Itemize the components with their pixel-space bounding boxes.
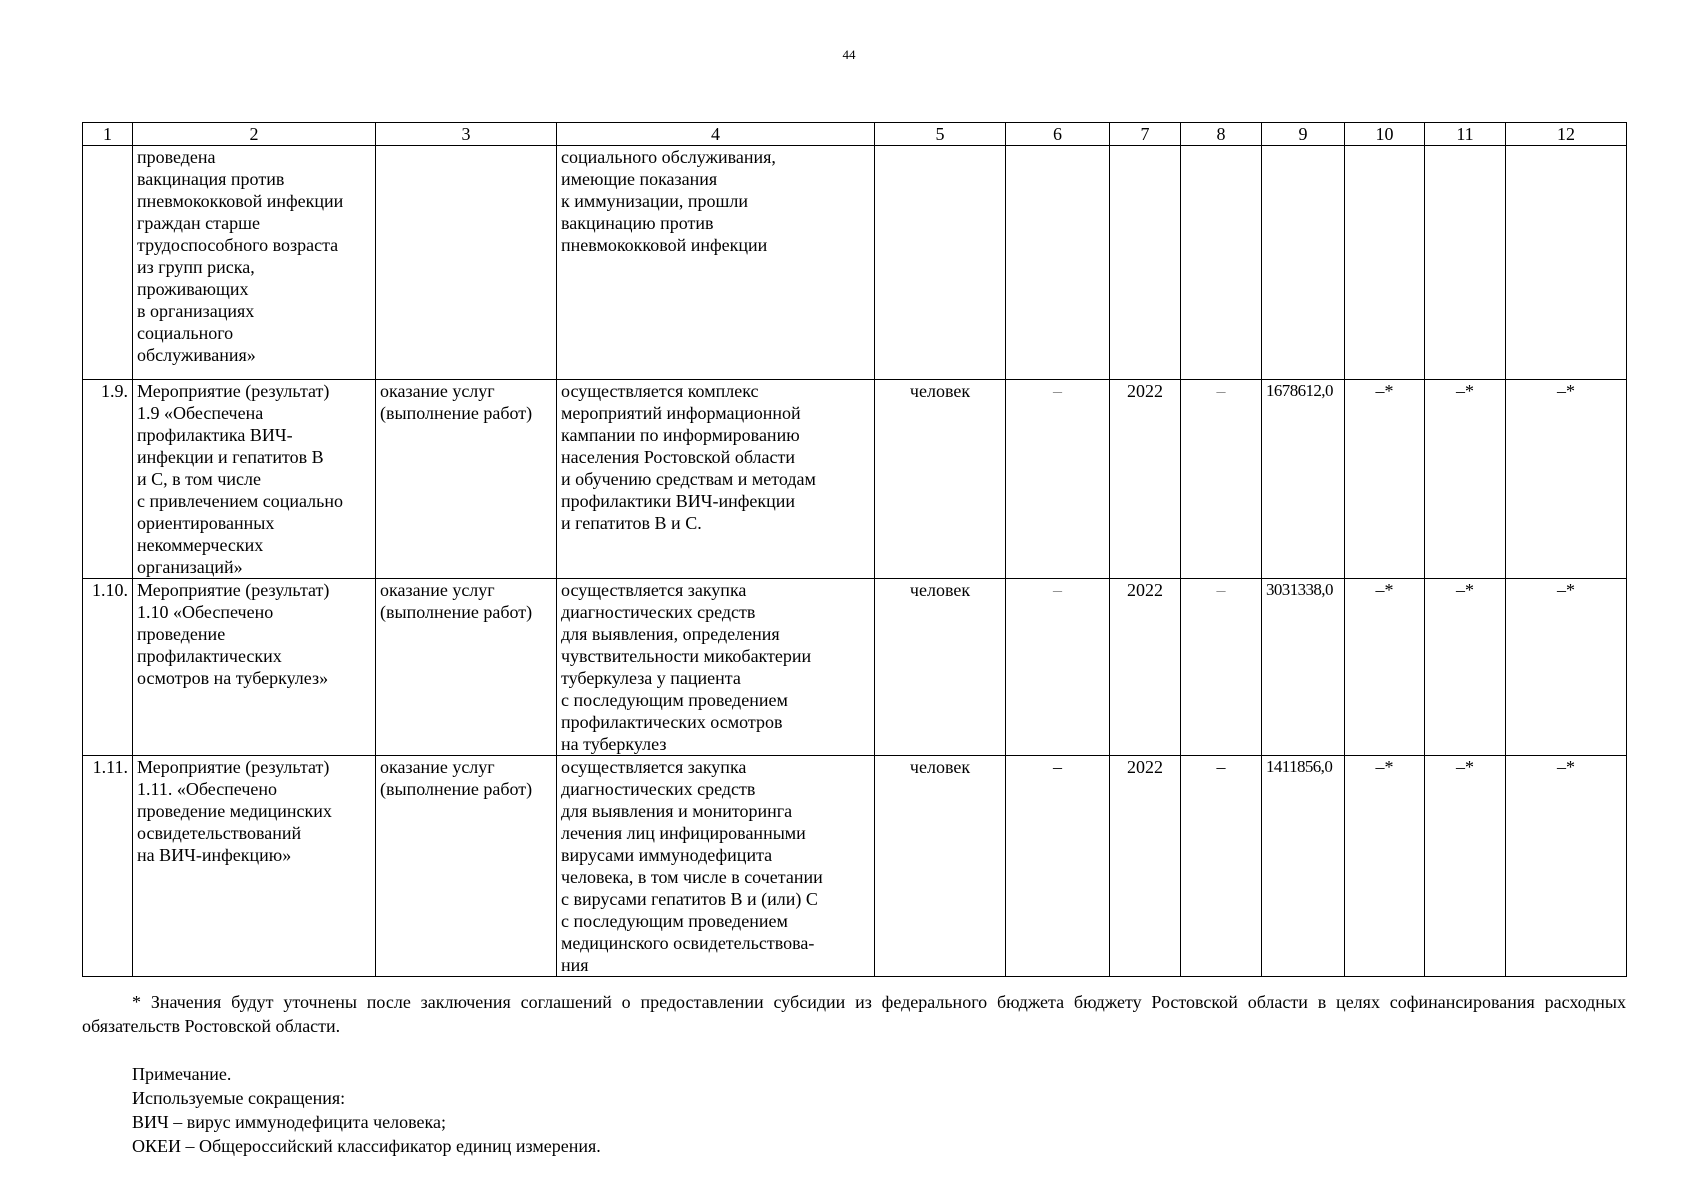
col6-cell: – <box>1006 756 1110 977</box>
col12-cell: –* <box>1506 756 1627 977</box>
measure-type: оказание услуг (выполнение работ) <box>376 756 557 977</box>
col10-cell: –* <box>1345 756 1425 977</box>
notes-section <box>132 1062 1532 1158</box>
value-cell: 1678612,0 <box>1262 380 1345 579</box>
column-header: 11 <box>1425 123 1506 146</box>
column-header: 8 <box>1181 123 1262 146</box>
column-header: 3 <box>376 123 557 146</box>
column-header: 12 <box>1506 123 1627 146</box>
column-header: 4 <box>557 123 875 146</box>
page-number: 44 <box>842 47 856 62</box>
measure-description: осуществляется закупка диагностических средств для выявления, определения чувствительности микобактерии туберкулеза у пациента с последующим проведением профилактических осмотров на туберкулез <box>557 579 875 756</box>
col8-cell: – <box>1181 380 1262 579</box>
row-number: 1.10. <box>83 579 133 756</box>
year-cell: 2022 <box>1110 756 1181 977</box>
abbreviation-item: ВИЧ – вирус иммунодефицита человека; <box>132 1112 446 1132</box>
measure-description: осуществляется комплекс мероприятий информационной кампании по информированию населения Ростовской области и обучению средствам и методам профилактики ВИЧ-инфекции и гепатитов В и С. <box>557 380 875 579</box>
table-row <box>83 146 1627 380</box>
col10-cell: –* <box>1345 579 1425 756</box>
col12-cell: –* <box>1506 380 1627 579</box>
notes-subtitle: Используемые сокращения: <box>132 1088 346 1108</box>
unit-cell: человек <box>875 756 1006 977</box>
measure-type: оказание услуг (выполнение работ) <box>376 380 557 579</box>
measure-description: осуществляется закупка диагностических средств для выявления и мониторинга лечения лиц инфицированными вирусами иммунодефицита человека, в том числе в сочетании с вирусами гепатитов В и (или) С с последующим проведением медицинского освидетельствова- ния <box>557 756 875 977</box>
col8-cell <box>1181 146 1262 380</box>
table-row <box>83 579 1627 756</box>
measure-name: Мероприятие (результат) 1.11. «Обеспечено проведение медицинских освидетельствований на ВИЧ-инфекцию» <box>133 756 376 977</box>
measures-table <box>82 122 1627 977</box>
col11-cell <box>1425 146 1506 380</box>
col12-cell: –* <box>1506 579 1627 756</box>
measure-name: проведена вакцинация против пневмококковой инфекции граждан старше трудоспособного возраста из групп риска, проживающих в организациях социального обслуживания» <box>133 146 376 380</box>
measure-name: Мероприятие (результат) 1.10 «Обеспечено проведение профилактических осмотров на туберкулез» <box>133 579 376 756</box>
value-cell: 3031338,0 <box>1262 579 1345 756</box>
col10-cell <box>1345 146 1425 380</box>
col6-cell <box>1006 146 1110 380</box>
table-row <box>83 756 1627 977</box>
column-header: 10 <box>1345 123 1425 146</box>
measure-name: Мероприятие (результат) 1.9 «Обеспечена профилактика ВИЧ- инфекции и гепатитов В и С, в том числе с привлечением социально ориентированных некоммерческих организаций» <box>133 380 376 579</box>
column-header: 2 <box>133 123 376 146</box>
column-header: 7 <box>1110 123 1181 146</box>
measure-description: социального обслуживания, имеющие показания к иммунизации, прошли вакцинацию против пневмококковой инфекции <box>557 146 875 380</box>
year-cell: 2022 <box>1110 380 1181 579</box>
column-header: 1 <box>83 123 133 146</box>
year-cell <box>1110 146 1181 380</box>
value-cell <box>1262 146 1345 380</box>
value-cell: 1411856,0 <box>1262 756 1345 977</box>
col11-cell: –* <box>1425 756 1506 977</box>
unit-cell: человек <box>875 380 1006 579</box>
measure-type: оказание услуг (выполнение работ) <box>376 579 557 756</box>
col6-cell: – <box>1006 579 1110 756</box>
footnote: * Значения будут уточнены после заключения соглашений о предоставлении субсидии из федерального бюджета бюджету Ростовской области в целях софинансирования расходных обязательств Ростовской области. <box>82 992 1626 1036</box>
column-header: 5 <box>875 123 1006 146</box>
column-header: 9 <box>1262 123 1345 146</box>
column-header: 6 <box>1006 123 1110 146</box>
row-number <box>83 146 133 380</box>
col10-cell: –* <box>1345 380 1425 579</box>
abbreviation-item: ОКЕИ – Общероссийский классификатор единиц измерения. <box>132 1136 601 1156</box>
year-cell: 2022 <box>1110 579 1181 756</box>
unit-cell <box>875 146 1006 380</box>
unit-cell: человек <box>875 579 1006 756</box>
measure-type <box>376 146 557 380</box>
col11-cell: –* <box>1425 380 1506 579</box>
table-row <box>83 380 1627 579</box>
col8-cell: – <box>1181 579 1262 756</box>
col8-cell: – <box>1181 756 1262 977</box>
notes-title: Примечание. <box>132 1064 232 1084</box>
col12-cell <box>1506 146 1627 380</box>
table-header-row <box>83 123 1627 146</box>
row-number: 1.9. <box>83 380 133 579</box>
col6-cell: – <box>1006 380 1110 579</box>
row-number: 1.11. <box>83 756 133 977</box>
col11-cell: –* <box>1425 579 1506 756</box>
